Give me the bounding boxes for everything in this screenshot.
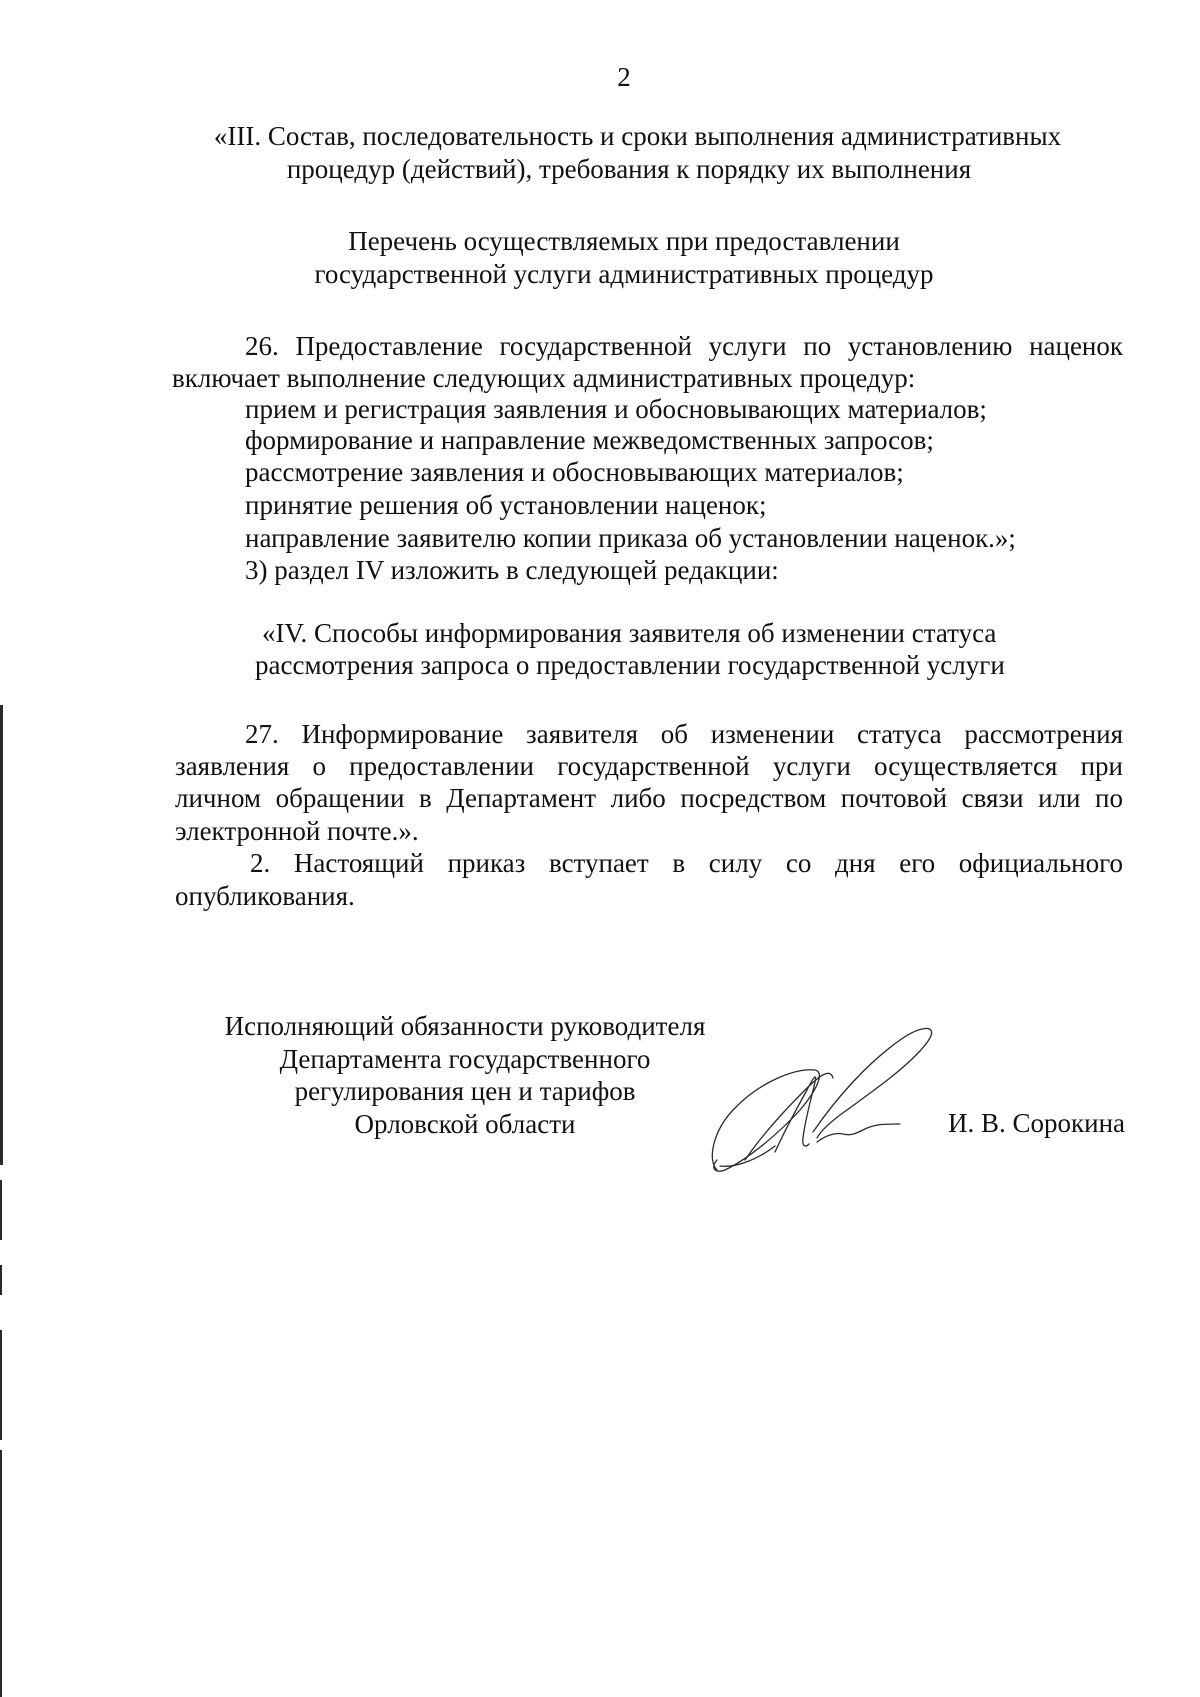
item-26-line-1: 26. Предоставление государственной услуги по установлению наценок xyxy=(245,331,1123,361)
scan-edge-artifact xyxy=(0,1180,2,1240)
section-3-heading-line-2: процедур (действий), требования к порядку их выполнения xyxy=(286,154,972,184)
section-3-subheading-line-1: Перечень осуществляемых при предоставлении xyxy=(348,226,900,256)
scan-edge-artifact xyxy=(0,1330,2,1440)
signatory-position-line-1: Исполняющий обязанности руководителя xyxy=(224,1011,706,1041)
item-27-line-2: заявления о предоставлении государственной услуги осуществляется при xyxy=(175,751,1123,781)
scan-edge-artifact xyxy=(0,705,3,1165)
section-4-heading-line-2: рассмотрения запроса о предоставлении государственной услуги xyxy=(255,650,1005,680)
page-number: 2 xyxy=(617,62,631,92)
section-3-subheading-line-2: государственной услуги административных процедур xyxy=(314,259,934,289)
procedure-item-1: прием и регистрация заявления и обосновывающих материалов; xyxy=(245,394,987,424)
procedure-item-2: формирование и направление межведомственных запросов; xyxy=(245,425,934,455)
procedure-item-4: принятие решения об установлении наценок; xyxy=(245,490,767,520)
item-2-line-2: опубликования. xyxy=(175,881,355,911)
signatory-position-line-4: Орловской области xyxy=(354,1108,576,1139)
item-2-line-1: 2. Настоящий приказ вступает в силу со дня его официального xyxy=(250,848,1123,878)
procedure-item-3: рассмотрение заявления и обосновывающих материалов; xyxy=(245,457,904,487)
item-27-line-3: личном обращении в Департамент либо посредством почтовой связи или по xyxy=(175,783,1123,813)
signatory-name: И. В. Сорокина xyxy=(948,1108,1126,1138)
section-3-heading-line-1: «III. Состав, последовательность и сроки выполнения административных xyxy=(213,121,1062,151)
scan-edge-artifact xyxy=(0,1450,2,1697)
section-4-heading-line-1: «IV. Способы информирования заявителя об изменении статуса xyxy=(262,618,997,648)
procedure-item-5: направление заявителю копии приказа об установлении наценок.»; xyxy=(245,523,1016,553)
item-27-line-1: 27. Информирование заявителя об изменении статуса рассмотрения xyxy=(245,719,1123,749)
signatory-position-line-2: Департамента государственного xyxy=(279,1043,651,1074)
item-26-line-2: включает выполнение следующих административных процедур: xyxy=(172,363,916,393)
handwritten-signature xyxy=(705,1020,945,1180)
signatory-position xyxy=(180,1010,750,1140)
scan-edge-artifact xyxy=(0,1265,2,1295)
amendment-line: 3) раздел IV изложить в следующей редакции: xyxy=(245,555,779,585)
item-27-line-4: электронной почте.». xyxy=(175,816,419,846)
signatory-position-line-3: регулирования цен и тарифов xyxy=(294,1076,636,1106)
